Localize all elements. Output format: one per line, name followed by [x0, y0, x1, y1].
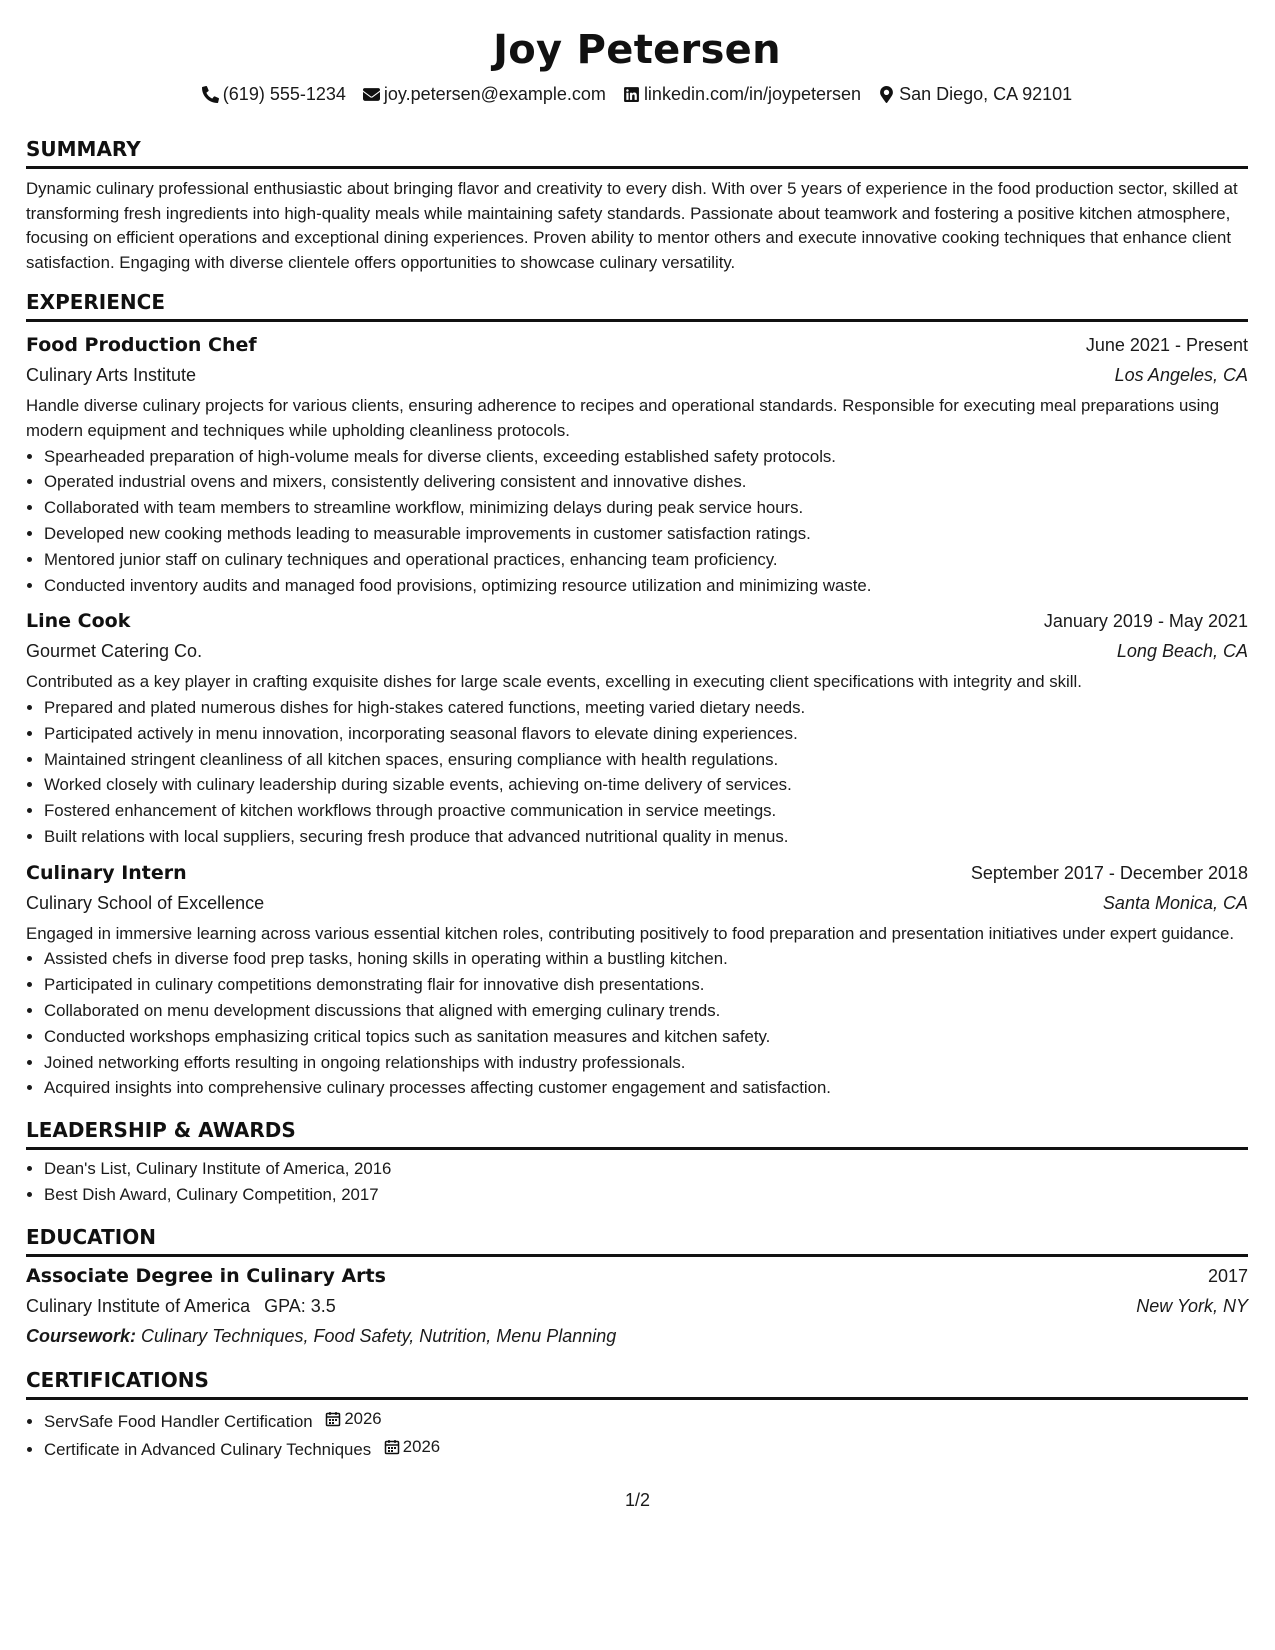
job-title: Food Production Chef — [26, 334, 257, 357]
list-item: • Operated industrial ovens and mixers, consistently delivering consistent and innovative dishes. — [44, 469, 1248, 495]
job-entry — [26, 330, 1248, 598]
calendar-icon — [325, 1411, 341, 1427]
job-company-row — [26, 636, 1248, 666]
education-school-row — [26, 1291, 1248, 1321]
list-item: • Conducted workshops emphasizing critical topics such as sanitation measures and kitchen safety. — [44, 1024, 1248, 1050]
list-item: • Prepared and plated numerous dishes for high-stakes catered functions, meeting varied dietary needs. — [44, 695, 1248, 721]
list-item: • Spearheaded preparation of high-volume meals for diverse clients, exceeding established safety protocols. — [44, 444, 1248, 470]
section-title-experience: EXPERIENCE — [26, 289, 1248, 322]
school-name: Culinary Institute of America — [26, 1295, 251, 1316]
certifications-list — [26, 1406, 1248, 1463]
job-title: Line Cook — [26, 610, 131, 633]
certification-name: ServSafe Food Handler Certification — [44, 1411, 313, 1431]
education-section — [26, 1224, 1248, 1351]
job-entry — [26, 606, 1248, 849]
coursework-line — [26, 1321, 1248, 1351]
list-item — [44, 1434, 1248, 1463]
linkedin-icon — [623, 86, 640, 103]
job-header-row — [26, 606, 1248, 636]
list-item: • Mentored junior staff on culinary techniques and operational practices, enhancing team proficiency. — [44, 547, 1248, 573]
email-text: joy.petersen@example.com — [383, 84, 606, 104]
certification-year — [384, 1434, 440, 1460]
list-item: • Best Dish Award, Culinary Competition, 2017 — [44, 1182, 1248, 1208]
linkedin-text: linkedin.com/in/joypetersen — [643, 84, 862, 104]
list-item — [44, 1406, 1248, 1435]
job-company-row — [26, 360, 1248, 390]
job-entry — [26, 858, 1248, 1101]
job-header-row — [26, 330, 1248, 360]
degree-title: Associate Degree in Culinary Arts — [26, 1264, 386, 1287]
experience-section — [26, 289, 1248, 1101]
phone-text: (619) 555-1234 — [222, 84, 346, 104]
section-title-leadership: LEADERSHIP & AWARDS — [26, 1117, 1248, 1150]
job-location: Santa Monica, CA — [1102, 892, 1248, 913]
coursework-label: Coursework: — [26, 1325, 137, 1346]
contact-location — [878, 82, 1072, 106]
list-item: • Joined networking efforts resulting in ongoing relationships with industry professionals. — [44, 1050, 1248, 1076]
list-item: • Participated in culinary competitions demonstrating flair for innovative dish presentations. — [44, 972, 1248, 998]
job-dates: June 2021 - Present — [1085, 335, 1248, 356]
job-header-row — [26, 858, 1248, 888]
job-location: Long Beach, CA — [1116, 641, 1248, 662]
candidate-name: Joy Petersen — [493, 27, 781, 73]
summary-section — [26, 136, 1248, 275]
job-bullets — [26, 444, 1248, 599]
list-item: • Developed new cooking methods leading to measurable improvements in customer satisfaction ratings. — [44, 521, 1248, 547]
list-item: • Built relations with local suppliers, securing fresh produce that advanced nutritional quality in menus. — [44, 824, 1248, 850]
job-company: Culinary Arts Institute — [26, 365, 197, 386]
certification-name: Certificate in Advanced Culinary Techniques — [44, 1440, 372, 1460]
map-marker-icon — [878, 86, 895, 103]
job-dates: September 2017 - December 2018 — [970, 862, 1248, 883]
list-item: • Acquired insights into comprehensive culinary processes affecting customer engagement and satisfaction. — [44, 1075, 1248, 1101]
list-item: • Fostered enhancement of kitchen workflows through proactive communication in service meetings. — [44, 798, 1248, 824]
list-item: • Dean's List, Culinary Institute of America, 2016 — [44, 1156, 1248, 1182]
list-item: • Worked closely with culinary leadership during sizable events, achieving on-time delivery of services. — [44, 772, 1248, 798]
list-item: • Collaborated on menu development discussions that aligned with emerging culinary trends. — [44, 998, 1248, 1024]
job-description: Contributed as a key player in crafting exquisite dishes for large scale events, excelling in executing client specifications with integrity and skill. — [26, 672, 1082, 692]
contact-linkedin[interactable] — [623, 82, 861, 106]
job-bullets — [26, 946, 1248, 1101]
school-line — [26, 1291, 336, 1321]
certification-year-text: 2026 — [344, 1408, 382, 1428]
contact-email[interactable] — [363, 82, 606, 106]
coursework-list: Culinary Techniques, Food Safety, Nutrition, Menu Planning — [141, 1325, 617, 1346]
section-title-summary: SUMMARY — [26, 136, 1248, 169]
phone-icon — [202, 86, 219, 103]
location-text: San Diego, CA 92101 — [899, 84, 1073, 104]
contact-bar — [26, 82, 1248, 106]
certification-year-text: 2026 — [402, 1437, 441, 1457]
list-item: • Participated actively in menu innovation, incorporating seasonal flavors to elevate dining experiences. — [44, 721, 1248, 747]
contact-phone — [202, 82, 346, 106]
leadership-list — [26, 1156, 1248, 1208]
gpa: GPA: 3.5 — [264, 1295, 336, 1316]
job-title: Culinary Intern — [26, 861, 187, 884]
job-company: Culinary School of Excellence — [26, 892, 265, 913]
list-item: • Collaborated with team members to streamline workflow, minimizing delays during peak service hours. — [44, 495, 1248, 521]
job-dates: January 2019 - May 2021 — [1043, 611, 1248, 632]
section-title-certifications: CERTIFICATIONS — [26, 1367, 1248, 1400]
job-company: Gourmet Catering Co. — [26, 641, 203, 662]
leadership-section — [26, 1117, 1248, 1208]
job-location: Los Angeles, CA — [1114, 365, 1248, 386]
job-description: Handle diverse culinary projects for various clients, ensuring adherence to recipes and operational standards. Responsible for executing meal preparations using modern equipment and techniques while upholding cleanliness protocols. — [26, 396, 1220, 440]
school-location: New York, NY — [1136, 1295, 1248, 1316]
list-item: • Maintained stringent cleanliness of all kitchen spaces, ensuring compliance with health regulations. — [44, 747, 1248, 773]
calendar-icon — [384, 1439, 400, 1455]
graduation-year: 2017 — [1207, 1265, 1248, 1286]
envelope-icon — [363, 86, 380, 103]
job-company-row — [26, 888, 1248, 918]
page-number: 1/2 — [624, 1490, 651, 1510]
list-item: • Assisted chefs in diverse food prep tasks, honing skills in operating within a bustling kitchen. — [44, 946, 1248, 972]
summary-text: Dynamic culinary professional enthusiastic about bringing flavor and creativity to every dish. With over 5 years of experience in the food production sector, skilled at transforming fresh ingredients into high-quality meals while maintaining safety standards. Passionate about teamwork and fostering a positive kitchen atmosphere, focusing on efficient operations and exceptional dining experiences. Proven ability to mentor others and execute innovative cooking techniques that enhance client satisfaction. Engaging with diverse clientele offers opportunities to showcase culinary versatility. — [26, 179, 1238, 272]
section-title-education: EDUCATION — [26, 1224, 1248, 1257]
certifications-section — [26, 1367, 1248, 1463]
certification-year — [325, 1406, 381, 1432]
list-item: • Conducted inventory audits and managed food provisions, optimizing resource utilization and minimizing waste. — [44, 573, 1248, 599]
job-description: Engaged in immersive learning across various essential kitchen roles, contributing positively to food preparation and presentation initiatives under expert guidance. — [26, 923, 1235, 943]
job-bullets — [26, 695, 1248, 850]
education-header-row — [26, 1261, 1248, 1291]
